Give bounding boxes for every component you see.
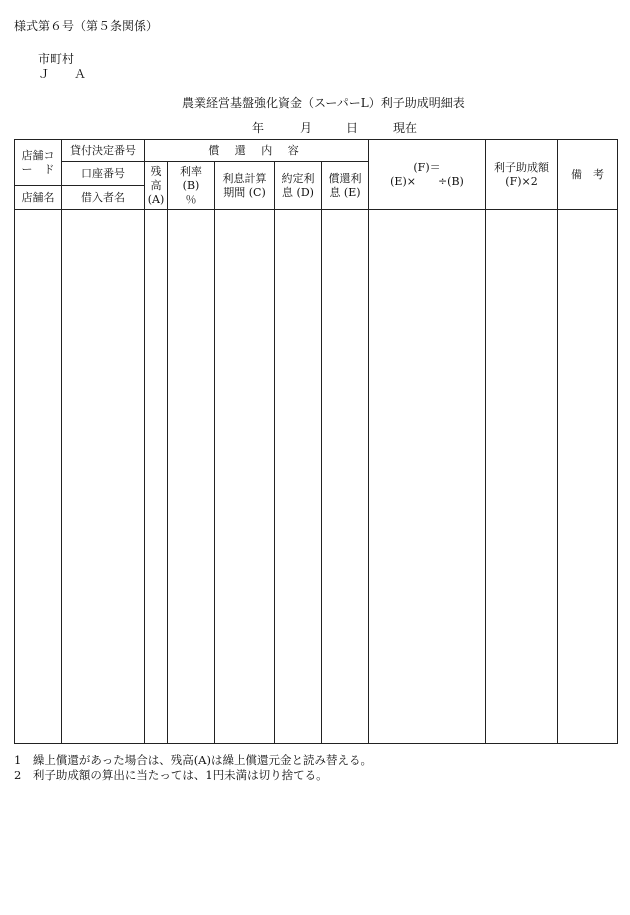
header-loan-decision-number: 貸付決定番号 bbox=[62, 140, 145, 162]
body-cell-remarks bbox=[558, 210, 618, 744]
header-contract-interest: 約定利 息 (D) bbox=[275, 162, 322, 210]
subsidy-detail-table bbox=[14, 139, 618, 744]
header-formula: (F)＝ (E)× ÷(B) bbox=[369, 140, 486, 210]
body-cell-repayment-interest bbox=[322, 210, 369, 744]
header-interest-period: 利息計算 期間 (C) bbox=[215, 162, 275, 210]
header-store-name: 店舗名 bbox=[15, 186, 62, 210]
body-cell-rate bbox=[168, 210, 215, 744]
header-rate: 利率 (B) ％ bbox=[168, 162, 215, 210]
municipality-label: 市町村 bbox=[38, 52, 75, 66]
date-day: 日 bbox=[346, 121, 359, 135]
note-1: 1 繰上償還があった場合は、残高(A)は繰上償還元金と読み替える。 bbox=[14, 753, 372, 767]
body-cell-contract-interest bbox=[275, 210, 322, 744]
date-month: 月 bbox=[300, 121, 313, 135]
note-2: 2 利子助成額の算出に当たっては、1円未満は切り捨てる。 bbox=[14, 768, 328, 782]
table-body-row bbox=[15, 210, 618, 744]
header-borrower-name: 借入者名 bbox=[62, 186, 145, 210]
body-cell-balance bbox=[145, 210, 168, 744]
date-current: 現在 bbox=[393, 121, 418, 135]
header-remarks: 備 考 bbox=[558, 140, 618, 210]
document-title: 農業経営基盤強化資金（スーパーL）利子助成明細表 bbox=[182, 96, 465, 110]
ja-label: Ｊ Ａ bbox=[38, 67, 87, 81]
body-cell-store bbox=[15, 210, 62, 744]
header-subsidy-amount: 利子助成額 (F)×2 bbox=[486, 140, 558, 210]
body-cell-subsidy bbox=[486, 210, 558, 744]
header-repayment-details: 償 還 内 容 bbox=[145, 140, 369, 162]
body-cell-period bbox=[215, 210, 275, 744]
header-balance: 残 高 (A) bbox=[145, 162, 168, 210]
body-cell-loan bbox=[62, 210, 145, 744]
header-repayment-interest: 償還利 息 (E) bbox=[322, 162, 369, 210]
form-number: 様式第６号（第５条関係） bbox=[14, 19, 159, 33]
header-account-number: 口座番号 bbox=[62, 162, 145, 186]
header-store-code: 店舗コ ー ド bbox=[15, 140, 62, 186]
body-cell-formula bbox=[369, 210, 486, 744]
date-year: 年 bbox=[252, 121, 265, 135]
